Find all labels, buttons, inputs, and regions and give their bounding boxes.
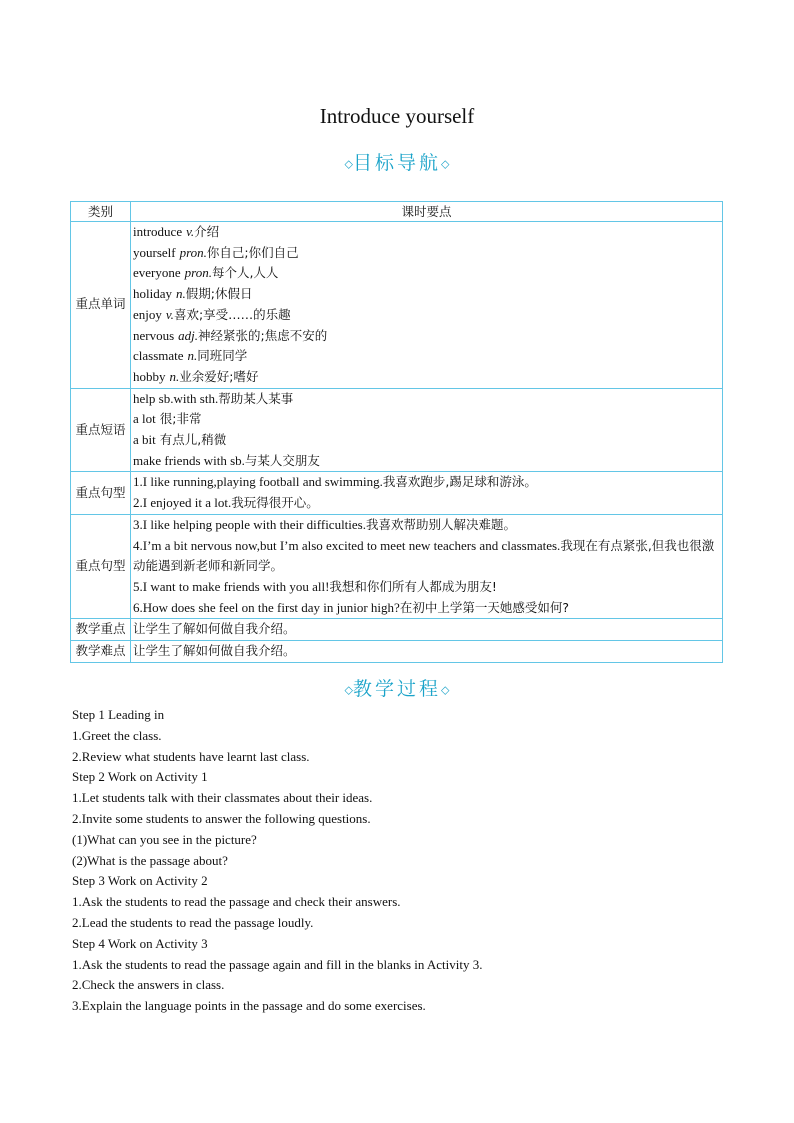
table-header-row (71, 202, 723, 222)
step-line: 2.Lead the students to read the passage loudly. (72, 914, 314, 930)
step-line: Step 2 Work on Activity 1 (72, 769, 208, 785)
step-line: 2.Check the answers in class. (72, 977, 225, 993)
table-row-vocab (71, 222, 723, 389)
sentence-item: 2.I enjoyed it a lot.我玩得很开心。 (133, 495, 319, 511)
diamond-icon: ◇ (344, 157, 353, 171)
focus-cell: 让学生了解如何做自我介绍。 (131, 619, 723, 641)
step-line: Step 1 Leading in (72, 707, 165, 722)
category-label: 教学难点 (71, 641, 131, 663)
sentence-item: 4.I’m a bit nervous now,but I’m also excited to meet new teachers and classmates.我现在有点紧张,但我也很激动能遇到新老师和新同学。 (133, 537, 715, 574)
section-heading-process (0, 674, 794, 701)
sentence-item: 3.I like helping people with their difficulties.我喜欢帮助别人解决难题。 (133, 516, 516, 532)
teaching-steps (72, 705, 732, 1017)
category-label: 重点单词 (71, 222, 131, 389)
step-line: Step 4 Work on Activity 3 (72, 935, 208, 951)
category-label: 重点句型 (71, 514, 131, 619)
step-line: 1.Ask the students to read the passage and check their answers. (72, 894, 401, 910)
vocab-item: holiday n.假期;休假日 (133, 286, 253, 302)
sentence-item: 5.I want to make friends with you all!我想和你们所有人都成为朋友! (133, 578, 497, 594)
sentence-item: 1.I like running,playing football and swimming.我喜欢跑步,踢足球和游泳。 (133, 474, 537, 490)
vocab-item: classmate n.同班同学 (133, 348, 248, 364)
section-heading-goals (0, 148, 794, 175)
table-row-sentences-2 (71, 514, 723, 619)
vocab-item: hobby n.业余爱好;嗜好 (133, 368, 259, 384)
category-label: 重点句型 (71, 472, 131, 514)
table-row-difficulty (71, 641, 723, 663)
vocab-cell (131, 222, 723, 389)
section-heading-text: 目标导航 (352, 152, 441, 174)
category-label: 教学重点 (71, 619, 131, 641)
diamond-icon: ◇ (441, 157, 450, 171)
vocab-item: introduce v.介绍 (133, 224, 220, 239)
lesson-points-table (70, 201, 723, 663)
table-row-phrases (71, 388, 723, 472)
step-line: 3.Explain the language points in the passage and do some exercises. (72, 998, 426, 1014)
step-line: 2.Invite some students to answer the following questions. (72, 810, 371, 826)
vocab-item: everyone pron.每个人,人人 (133, 265, 279, 281)
difficulty-cell: 让学生了解如何做自我介绍。 (131, 641, 723, 663)
phrase-item: make friends with sb.与某人交朋友 (133, 452, 320, 468)
step-line: 1.Let students talk with their classmates about their ideas. (72, 790, 373, 806)
table-row-focus (71, 619, 723, 641)
step-line: 1.Greet the class. (72, 727, 162, 743)
vocab-item: yourself pron.你自己;你们自己 (133, 244, 299, 260)
vocab-item: enjoy v.喜欢;享受……的乐趣 (133, 306, 291, 322)
header-points: 课时要点 (131, 202, 723, 222)
step-line: 1.Ask the students to read the passage again and fill in the blanks in Activity 3. (72, 956, 483, 972)
phrase-item: a bit 有点儿,稍微 (133, 432, 227, 448)
page-title: Introduce yourself (319, 104, 475, 128)
step-line: (2)What is the passage about? (72, 852, 228, 868)
sentences-cell (131, 514, 723, 619)
phrase-item: help sb.with sth.帮助某人某事 (133, 390, 294, 406)
diamond-icon: ◇ (441, 683, 450, 697)
step-line: 2.Review what students have learnt last class. (72, 748, 310, 764)
sentences-cell (131, 472, 723, 514)
step-line: Step 3 Work on Activity 2 (72, 873, 208, 889)
header-category: 类别 (71, 202, 131, 222)
sentence-item: 6.How does she feel on the first day in junior high?在初中上学第一天她感受如何? (133, 599, 569, 615)
phrases-cell (131, 388, 723, 472)
section-heading-text: 教学过程 (352, 678, 441, 700)
category-label: 重点短语 (71, 388, 131, 472)
step-line: (1)What can you see in the picture? (72, 831, 257, 847)
phrase-item: a lot 很;非常 (133, 411, 202, 427)
table-row-sentences-1 (71, 472, 723, 514)
diamond-icon: ◇ (344, 683, 353, 697)
vocab-item: nervous adj.神经紧张的;焦虑不安的 (133, 327, 328, 343)
